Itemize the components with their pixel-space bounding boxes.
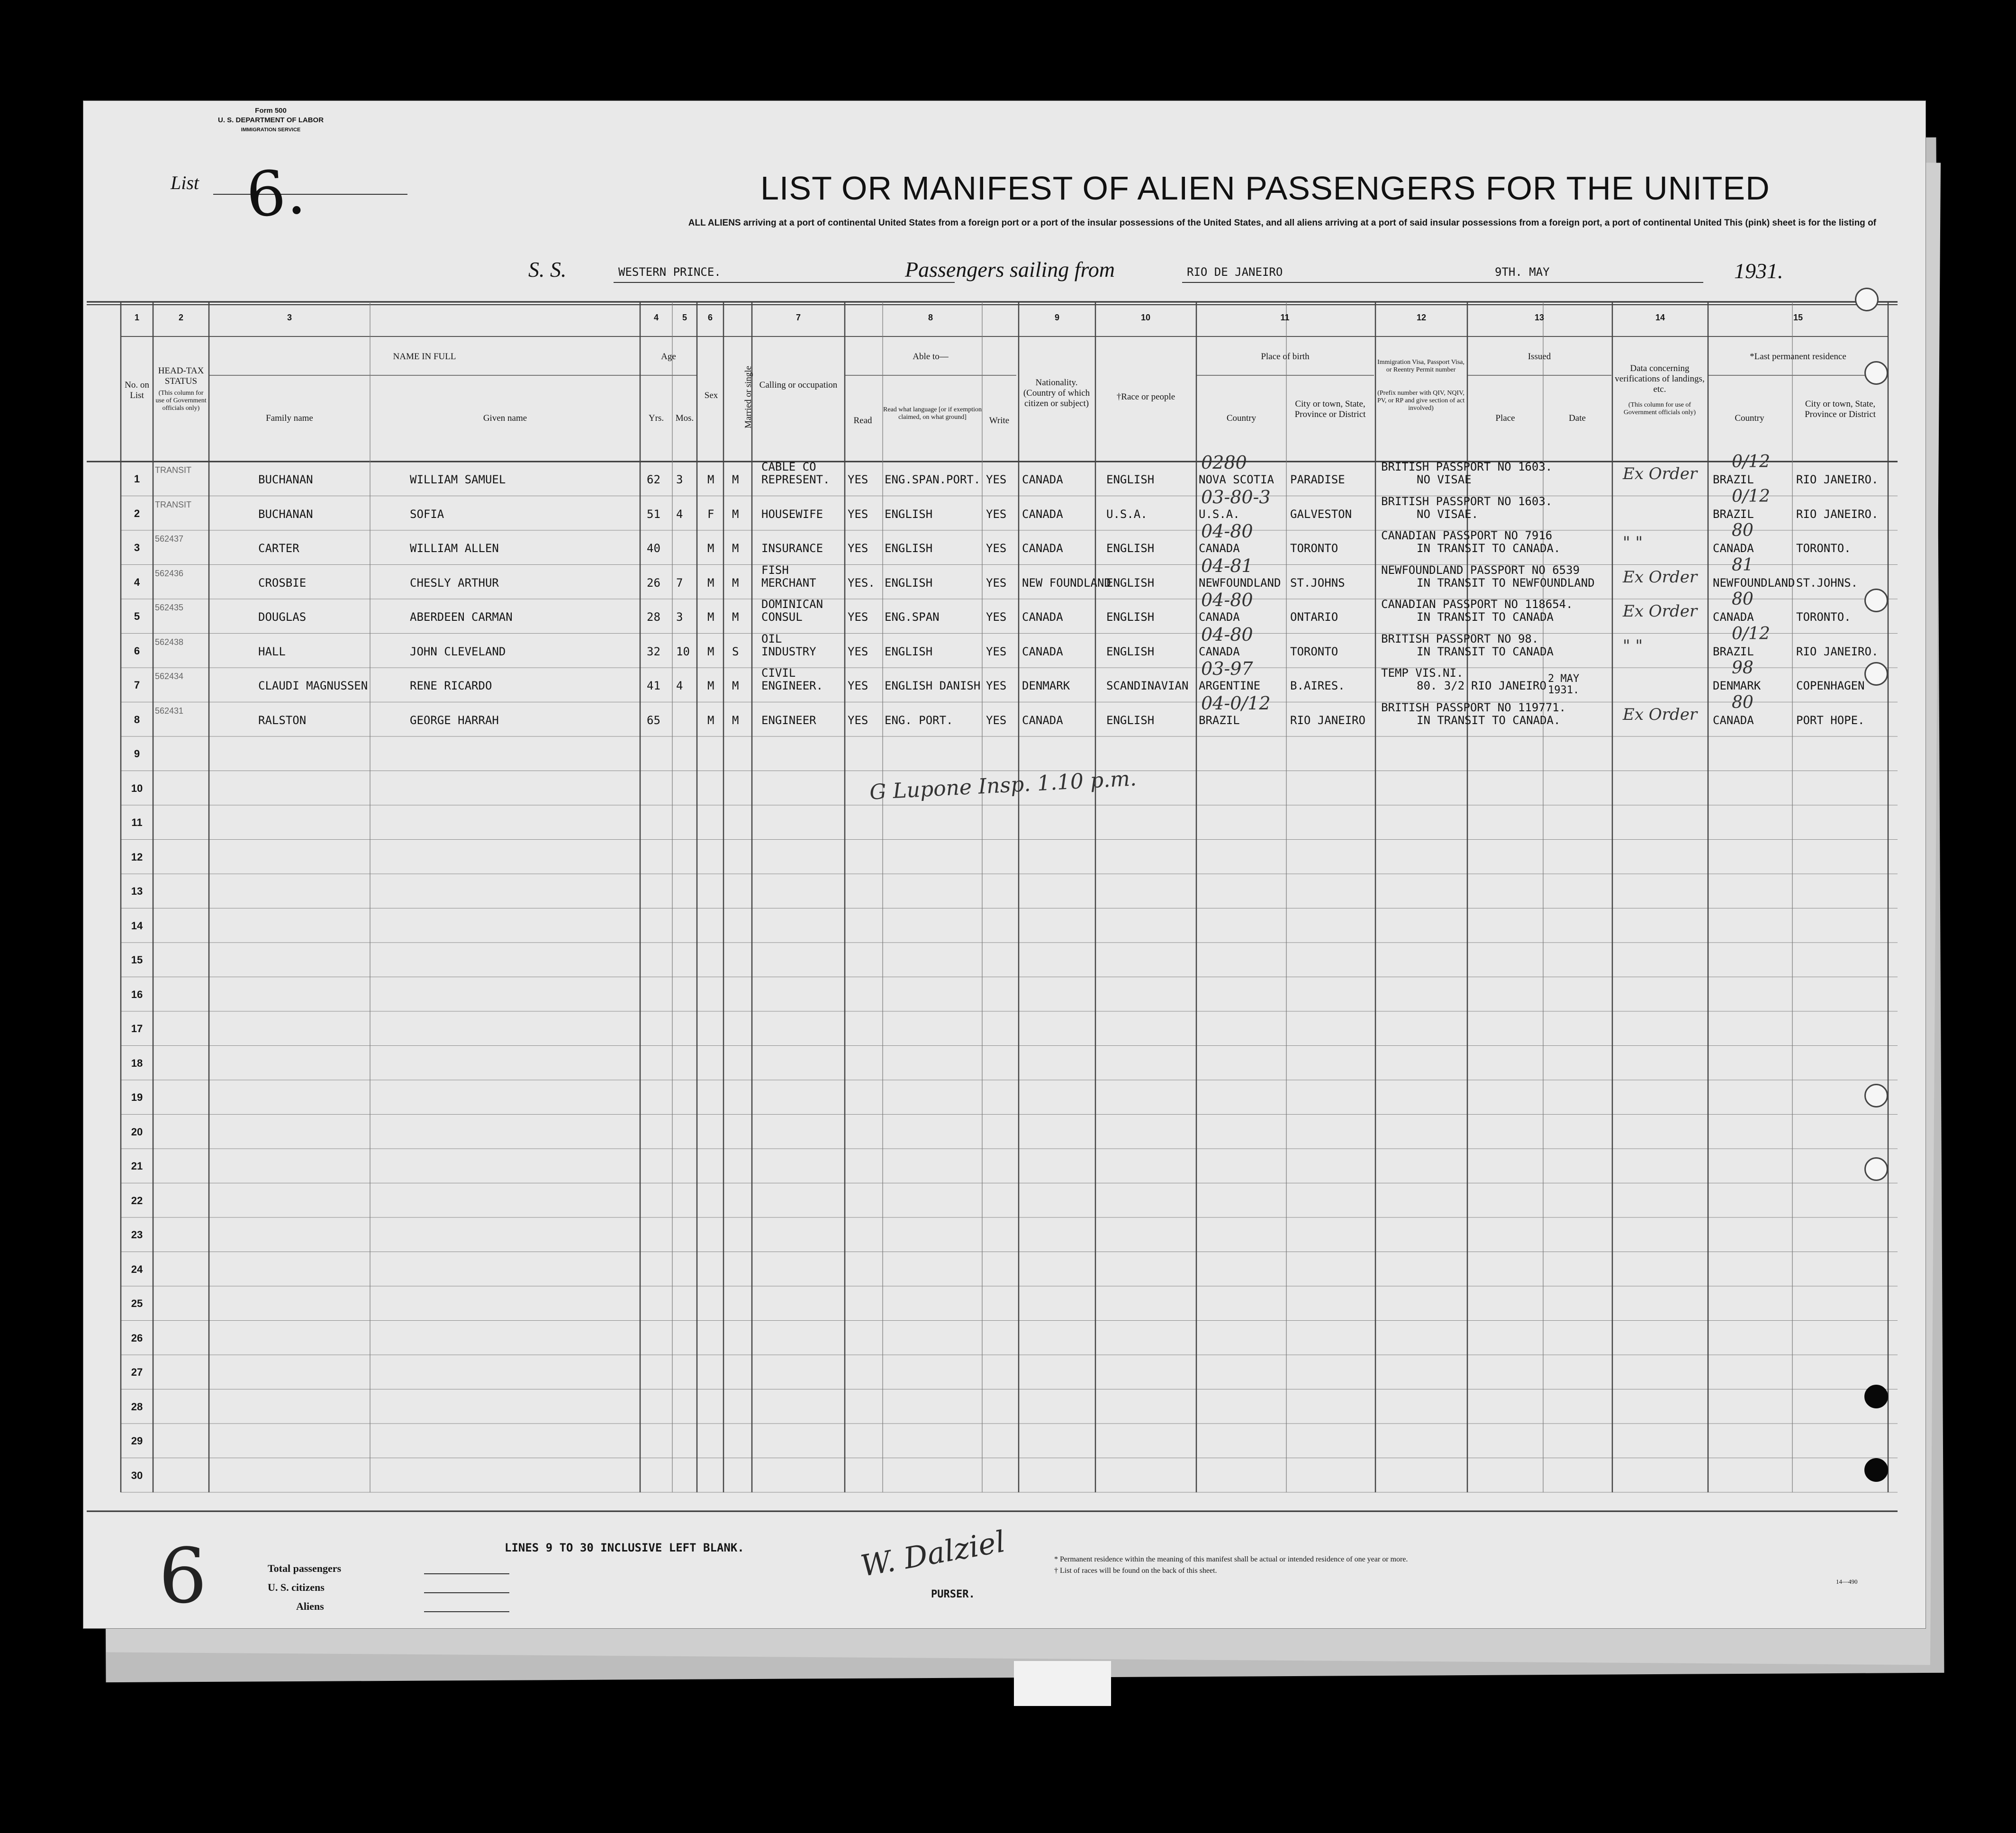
residence-city: ST.JOHNS. xyxy=(1796,576,1858,590)
occupation-line2: MERCHANT xyxy=(761,576,816,590)
issued-date: 2 MAY 1931. xyxy=(1548,673,1580,696)
row-number: 6 xyxy=(134,644,140,657)
visa-line2: NO VISAE. xyxy=(1417,507,1479,521)
row-number: 14 xyxy=(131,919,143,932)
row-number: 8 xyxy=(134,713,140,726)
age-years: 65 xyxy=(647,713,660,727)
row-number: 5 xyxy=(134,610,140,622)
nationality: CANADA xyxy=(1022,507,1063,521)
residence-country: CANADA xyxy=(1713,713,1754,727)
marital-status: M xyxy=(732,542,739,555)
birth-city: RIO JANEIRO xyxy=(1290,713,1365,727)
visa-line1: BRITISH PASSPORT NO 1603. xyxy=(1381,494,1553,508)
can-read: YES xyxy=(848,542,868,555)
sailing-label: Passengers sailing from xyxy=(905,257,1115,281)
binder-hole xyxy=(1864,1084,1888,1107)
column-number: 11 xyxy=(1280,313,1290,322)
row-number: 23 xyxy=(131,1229,143,1241)
residence-city: RIO JANEIRO. xyxy=(1796,473,1879,486)
family-name: RALSTON xyxy=(258,713,307,727)
column-number: 1 xyxy=(134,313,139,322)
birth-code-handwritten: 0280 xyxy=(1201,452,1247,473)
occupation-line1: CIVIL xyxy=(761,666,796,680)
head-tax-stamp: TRANSIT xyxy=(155,465,192,475)
list-label: List xyxy=(171,172,199,193)
column-number: 2 xyxy=(178,313,183,322)
birth-code-handwritten: 04-81 xyxy=(1201,555,1253,576)
residence-city: TORONTO. xyxy=(1796,542,1851,555)
nationality: DENMARK xyxy=(1022,679,1070,692)
row-number: 29 xyxy=(131,1435,143,1447)
birth-code-handwritten: 04-80 xyxy=(1201,624,1253,645)
hdr-given-name: Given name xyxy=(483,413,527,423)
family-name: DOUGLAS xyxy=(258,610,307,624)
residence-code-handwritten: 98 xyxy=(1732,658,1754,678)
hdr-verification-note: (This column for use of Government officials only) xyxy=(1623,401,1696,416)
department: U. S. DEPARTMENT OF LABOR xyxy=(218,116,324,124)
read-language: ENG.SPAN.PORT. xyxy=(885,473,981,486)
binder-hole xyxy=(1864,1157,1888,1181)
occupation-line1: CABLE CO xyxy=(761,460,816,473)
residence-country: BRAZIL xyxy=(1713,644,1754,658)
column-number: 5 xyxy=(682,313,687,322)
marital-status: M xyxy=(732,473,739,486)
occupation-line2: CONSUL xyxy=(761,610,803,624)
age-years: 62 xyxy=(647,473,660,486)
column-number: 9 xyxy=(1054,313,1059,322)
hdr-place-of-birth: Place of birth xyxy=(1261,352,1310,362)
residence-city: COPENHAGEN xyxy=(1796,679,1865,692)
page-title: LIST OR MANIFEST OF ALIEN PASSENGERS FOR THE UNITED xyxy=(760,170,1770,207)
hdr-no-on-list: No. on List xyxy=(125,380,149,400)
head-tax-stamp: 562431 xyxy=(155,706,184,716)
nationality: CANADA xyxy=(1022,610,1063,624)
occupation-line2: HOUSEWIFE xyxy=(761,507,823,521)
row-number: 11 xyxy=(131,817,143,828)
residence-country: CANADA xyxy=(1713,542,1754,555)
subtitle: ALL ALIENS arriving at a port of continental United States from a foreign port or a port of the insular possessions of the United States, and all aliens arriving at a port of said insular possessions from a foreign port, a port of continental United This (pink) sheet is for the listing of xyxy=(688,218,1876,228)
hdr-verification: Data concerning verifications of landings, etc. xyxy=(1615,363,1705,394)
paper-tab xyxy=(1014,1661,1111,1706)
visa-line1: BRITISH PASSPORT NO 98. xyxy=(1381,632,1539,645)
given-name: JOHN CLEVELAND xyxy=(410,644,506,658)
row-number: 27 xyxy=(131,1366,143,1378)
hdr-family-name: Family name xyxy=(266,413,313,423)
read-language: ENG. PORT. xyxy=(885,713,953,727)
row-number: 24 xyxy=(131,1263,143,1275)
given-name: ABERDEEN CARMAN xyxy=(410,610,513,624)
row-number: 4 xyxy=(134,576,140,588)
can-write: YES xyxy=(986,576,1007,590)
visa-line2: IN TRANSIT TO CANADA. xyxy=(1417,542,1561,555)
read-language: ENGLISH xyxy=(885,507,933,521)
occupation-line1: DOMINICAN xyxy=(761,598,823,611)
sailing-date: 9TH. MAY xyxy=(1495,265,1550,279)
hdr-read-language: Read what language [or if exemption claimed, on what ground] xyxy=(883,406,982,421)
residence-code-handwritten: 80 xyxy=(1732,521,1754,540)
marital-status: M xyxy=(732,576,739,590)
column-number: 6 xyxy=(707,313,713,322)
occupation-line1: FISH xyxy=(761,563,789,577)
visa-line1: BRITISH PASSPORT NO 1603. xyxy=(1381,460,1553,473)
residence-country: BRAZIL xyxy=(1713,507,1754,521)
can-write: YES xyxy=(986,610,1007,624)
can-read: YES xyxy=(848,473,868,486)
read-language: ENGLISH xyxy=(885,576,933,590)
binder-hole xyxy=(1855,288,1879,311)
birth-code-handwritten: 04-80 xyxy=(1201,590,1253,610)
manifest-sheet xyxy=(83,100,1926,1629)
us-citizens-label: U. S. citizens xyxy=(268,1581,325,1593)
sailing-year: 1931. xyxy=(1734,259,1783,283)
race: ENGLISH xyxy=(1106,576,1155,590)
hdr-race: †Race or people xyxy=(1116,392,1175,402)
head-tax-stamp: 562438 xyxy=(155,637,184,647)
visa-line1: NEWFOUNDLAND PASSPORT NO 6539 xyxy=(1381,563,1580,577)
inspector-note: G Lupone Insp. 1.10 p.m. xyxy=(869,766,1137,805)
row-number: 15 xyxy=(131,954,143,966)
birth-country: U.S.A. xyxy=(1199,507,1240,521)
family-name: CARTER xyxy=(258,542,299,555)
birth-country: ARGENTINE xyxy=(1199,679,1261,692)
can-write: YES xyxy=(986,507,1007,521)
occupation-line2: ENGINEER. xyxy=(761,679,823,692)
given-name: SOFIA xyxy=(410,507,444,521)
birth-code-handwritten: 04-0/12 xyxy=(1201,692,1271,714)
sex: M xyxy=(707,473,714,486)
row-number: 26 xyxy=(131,1332,143,1344)
row-number: 17 xyxy=(131,1023,143,1034)
sex: M xyxy=(707,713,714,727)
column-number: 3 xyxy=(287,313,292,322)
birth-country: CANADA xyxy=(1199,644,1240,658)
birth-city: PARADISE xyxy=(1290,473,1345,486)
age-years: 26 xyxy=(647,576,660,590)
service: IMMIGRATION SERVICE xyxy=(241,127,301,133)
marital-status: M xyxy=(732,713,739,727)
head-tax-stamp: 562436 xyxy=(155,568,184,578)
race: ENGLISH xyxy=(1106,644,1155,658)
birth-country: CANADA xyxy=(1199,610,1240,624)
hdr-visa-note: (Prefix number with QIV, NQIV, PV, or RP and give section of act involved) xyxy=(1377,390,1465,412)
visa-line1: BRITISH PASSPORT NO 119771. xyxy=(1381,700,1566,714)
hdr-visa: Immigration Visa, Passport Visa, or Reentry Permit number xyxy=(1377,359,1465,373)
visa-line2: IN TRANSIT TO NEWFOUNDLAND xyxy=(1417,576,1595,590)
form-number: Form 500 xyxy=(255,107,287,115)
hdr-birth-country: Country xyxy=(1226,413,1257,423)
age-years: 28 xyxy=(647,610,660,624)
verification-note: " " xyxy=(1623,533,1643,552)
hdr-calling: Calling or occupation xyxy=(759,380,838,390)
list-number: 6. xyxy=(244,155,308,232)
age-years: 41 xyxy=(647,679,660,692)
residence-city: TORONTO. xyxy=(1796,610,1851,624)
issued-place: RIO JANEIRO xyxy=(1471,679,1546,692)
column-number: 14 xyxy=(1655,313,1665,322)
visa-line1: CANADIAN PASSPORT NO 7916 xyxy=(1381,529,1553,542)
occupation-line2: INSURANCE xyxy=(761,542,823,555)
row-number: 18 xyxy=(131,1057,143,1069)
blank-lines-note: LINES 9 TO 30 INCLUSIVE LEFT BLANK. xyxy=(505,1541,744,1554)
row-number: 13 xyxy=(131,885,143,897)
hdr-head-tax-note: (This column for use of Government officials only) xyxy=(155,390,207,412)
residence-code-handwritten: 80 xyxy=(1732,692,1754,712)
aliens-line xyxy=(424,1611,509,1612)
total-passengers-line xyxy=(424,1573,509,1574)
row-number: 25 xyxy=(131,1298,143,1309)
race: U.S.A. xyxy=(1106,507,1148,521)
sex: M xyxy=(707,644,714,658)
residence-country: CANADA xyxy=(1713,610,1754,624)
can-write: YES xyxy=(986,473,1007,486)
row-number: 7 xyxy=(134,679,140,691)
can-write: YES xyxy=(986,644,1007,658)
residence-country: BRAZIL xyxy=(1713,473,1754,486)
verification-note: Ex Order xyxy=(1623,602,1698,621)
occupation-line1: OIL xyxy=(761,632,782,645)
sailing-port: RIO DE JANEIRO xyxy=(1187,265,1283,279)
nationality: CANADA xyxy=(1022,644,1063,658)
hdr-residence: *Last permanent residence xyxy=(1750,352,1846,362)
purser-label: PURSER. xyxy=(931,1588,975,1600)
visa-line1: CANADIAN PASSPORT NO 118654. xyxy=(1381,598,1573,611)
column-number: 4 xyxy=(653,313,659,322)
head-tax-stamp: 562437 xyxy=(155,534,184,544)
hdr-name-in-full: NAME IN FULL xyxy=(393,352,456,362)
residence-city: RIO JANEIRO. xyxy=(1796,507,1879,521)
head-tax-stamp: 562435 xyxy=(155,603,184,612)
birth-city: GALVESTON xyxy=(1290,507,1352,521)
birth-country: BRAZIL xyxy=(1199,713,1240,727)
sex: M xyxy=(707,610,714,624)
occupation-line2: INDUSTRY xyxy=(761,644,816,658)
row-number: 16 xyxy=(131,988,143,1000)
visa-line1: TEMP VIS.NI. xyxy=(1381,666,1464,680)
column-number: 15 xyxy=(1793,313,1803,322)
total-passengers-label: Total passengers xyxy=(268,1562,342,1574)
race: ENGLISH xyxy=(1106,473,1155,486)
family-name: CROSBIE xyxy=(258,576,307,590)
row-number: 19 xyxy=(131,1091,143,1103)
marital-status: M xyxy=(732,679,739,692)
residence-code-handwritten: 0/12 xyxy=(1732,624,1770,644)
purser-signature: W. Dalziel xyxy=(858,1524,1008,1584)
given-name: WILLIAM SAMUEL xyxy=(410,473,506,486)
marital-status: M xyxy=(732,610,739,624)
hdr-nationality: Nationality. (Country of which citizen or subject) xyxy=(1023,378,1090,408)
nationality: NEW FOUNDLAND xyxy=(1022,576,1111,590)
row-number: 21 xyxy=(131,1160,143,1172)
birth-code-handwritten: 03-97 xyxy=(1201,658,1253,679)
visa-line2: 80. 3/2 xyxy=(1417,679,1465,692)
hdr-issued-place: Place xyxy=(1495,413,1515,423)
can-read: YES xyxy=(848,644,868,658)
manifest-grid xyxy=(83,100,1926,1629)
age-years: 51 xyxy=(647,507,660,521)
ss-label: S. S. xyxy=(528,257,567,281)
family-name: BUCHANAN xyxy=(258,507,313,521)
form-code: 14—490 xyxy=(1836,1578,1858,1585)
footnote-residence: * Permanent residence within the meaning of this manifest shall be actual or intended residence of one year or more. xyxy=(1054,1555,1408,1563)
can-write: YES xyxy=(986,713,1007,727)
nationality: CANADA xyxy=(1022,542,1063,555)
head-tax-stamp: 562434 xyxy=(155,671,184,681)
can-write: YES xyxy=(986,679,1007,692)
nationality: CANADA xyxy=(1022,713,1063,727)
residence-city: PORT HOPE. xyxy=(1796,713,1865,727)
birth-city: ONTARIO xyxy=(1290,610,1338,624)
birth-city: B.AIRES. xyxy=(1290,679,1345,692)
residence-city: RIO JANEIRO. xyxy=(1796,644,1879,658)
birth-city: TORONTO xyxy=(1290,542,1338,555)
page-mark: 6 xyxy=(159,1532,207,1620)
row-number: 22 xyxy=(131,1194,143,1207)
can-read: YES. xyxy=(848,576,875,590)
column-number: 12 xyxy=(1416,313,1427,322)
column-number: 8 xyxy=(928,313,933,322)
can-read: YES xyxy=(848,610,868,624)
residence-code-handwritten: 0/12 xyxy=(1732,452,1770,472)
race: SCANDINAVIAN xyxy=(1106,679,1189,692)
sex: M xyxy=(707,542,714,555)
birth-country: NEWFOUNDLAND xyxy=(1199,576,1281,590)
age-months: 4 xyxy=(676,679,683,692)
marital-status: S xyxy=(732,644,739,658)
occupation-line2: REPRESENT. xyxy=(761,473,830,486)
age-months: 3 xyxy=(676,473,683,486)
row-number: 20 xyxy=(131,1125,143,1138)
binder-hole xyxy=(1864,662,1888,686)
visa-line2: IN TRANSIT TO CANADA xyxy=(1417,644,1554,658)
can-write: YES xyxy=(986,542,1007,555)
age-years: 40 xyxy=(647,542,660,555)
read-language: ENGLISH xyxy=(885,542,933,555)
given-name: RENE RICARDO xyxy=(410,679,492,692)
given-name: GEORGE HARRAH xyxy=(410,713,499,727)
hdr-sex: Sex xyxy=(704,390,718,400)
hdr-res-country: Country xyxy=(1735,413,1764,423)
hdr-yrs: Yrs. xyxy=(648,413,664,423)
given-name: CHESLY ARTHUR xyxy=(410,576,499,590)
race: ENGLISH xyxy=(1106,713,1155,727)
hdr-birth-city: City or town, State, Province or District xyxy=(1294,399,1366,419)
hdr-issued: Issued xyxy=(1528,352,1551,362)
hdr-married: Married or single xyxy=(743,366,753,428)
hdr-able-to: Able to— xyxy=(913,352,949,362)
ship-name: WESTERN PRINCE. xyxy=(618,265,721,279)
residence-country: NEWFOUNDLAND xyxy=(1713,576,1795,590)
visa-line2: IN TRANSIT TO CANADA. xyxy=(1417,713,1561,727)
binder-hole xyxy=(1864,1458,1888,1482)
nationality: CANADA xyxy=(1022,473,1063,486)
residence-code-handwritten: 81 xyxy=(1732,555,1754,575)
can-read: YES xyxy=(848,507,868,521)
column-number: 7 xyxy=(796,313,801,322)
footnote-races: † List of races will be found on the back of this sheet. xyxy=(1054,1567,1217,1575)
visa-line2: IN TRANSIT TO CANADA xyxy=(1417,610,1554,624)
birth-country: CANADA xyxy=(1199,542,1240,555)
sex: M xyxy=(707,576,714,590)
birth-code-handwritten: 04-80 xyxy=(1201,521,1253,542)
can-read: YES xyxy=(848,713,868,727)
given-name: WILLIAM ALLEN xyxy=(410,542,499,555)
row-number: 2 xyxy=(134,507,140,519)
age-months: 4 xyxy=(676,507,683,521)
column-number: 13 xyxy=(1534,313,1545,322)
family-name: BUCHANAN xyxy=(258,473,313,486)
marital-status: M xyxy=(732,507,739,521)
binder-hole xyxy=(1864,589,1888,612)
read-language: ENGLISH DANISH xyxy=(885,679,981,692)
row-number: 28 xyxy=(131,1400,143,1413)
birth-city: TORONTO xyxy=(1290,644,1338,658)
residence-code-handwritten: 0/12 xyxy=(1732,486,1770,506)
birth-country: NOVA SCOTIA xyxy=(1199,473,1274,486)
visa-line2: NO VISAE xyxy=(1417,473,1472,486)
head-tax-stamp: TRANSIT xyxy=(155,499,192,509)
aliens-label: Aliens xyxy=(296,1600,324,1612)
age-months: 10 xyxy=(676,644,690,658)
hdr-head-tax: HEAD-TAX STATUS xyxy=(158,366,204,386)
binder-hole xyxy=(1864,1385,1888,1408)
read-language: ENG.SPAN xyxy=(885,610,940,624)
row-number: 9 xyxy=(134,748,140,760)
sex: M xyxy=(707,679,714,692)
row-number: 12 xyxy=(131,851,143,863)
hdr-read: Read xyxy=(853,416,872,426)
birth-city: ST.JOHNS xyxy=(1290,576,1345,590)
sex: F xyxy=(707,507,714,521)
read-language: ENGLISH xyxy=(885,644,933,658)
row-number: 1 xyxy=(134,473,140,485)
age-months: 7 xyxy=(676,576,683,590)
row-number: 3 xyxy=(134,542,140,554)
binder-hole xyxy=(1864,361,1888,385)
age-months: 3 xyxy=(676,610,683,624)
row-number: 30 xyxy=(131,1469,143,1481)
hdr-mos: Mos. xyxy=(675,413,694,423)
row-number: 10 xyxy=(131,782,143,794)
age-years: 32 xyxy=(647,644,660,658)
us-citizens-line xyxy=(424,1592,509,1593)
hdr-issued-date: Date xyxy=(1569,413,1586,423)
birth-code-handwritten: 03-80-3 xyxy=(1201,486,1271,508)
verification-note: Ex Order xyxy=(1623,705,1698,724)
residence-code-handwritten: 80 xyxy=(1732,590,1754,609)
race: ENGLISH xyxy=(1106,542,1155,555)
race: ENGLISH xyxy=(1106,610,1155,624)
hdr-res-city: City or town, State, Province or District xyxy=(1805,399,1876,419)
hdr-write: Write xyxy=(989,416,1010,426)
verification-note: " " xyxy=(1623,636,1643,655)
hdr-age: Age xyxy=(661,352,676,362)
residence-country: DENMARK xyxy=(1713,679,1761,692)
occupation-line2: ENGINEER xyxy=(761,713,816,727)
can-read: YES xyxy=(848,679,868,692)
verification-note: Ex Order xyxy=(1623,464,1698,483)
family-name: CLAUDI MAGNUSSEN xyxy=(258,679,368,692)
verification-note: Ex Order xyxy=(1623,567,1698,587)
family-name: HALL xyxy=(258,644,286,658)
column-number: 10 xyxy=(1140,313,1151,322)
